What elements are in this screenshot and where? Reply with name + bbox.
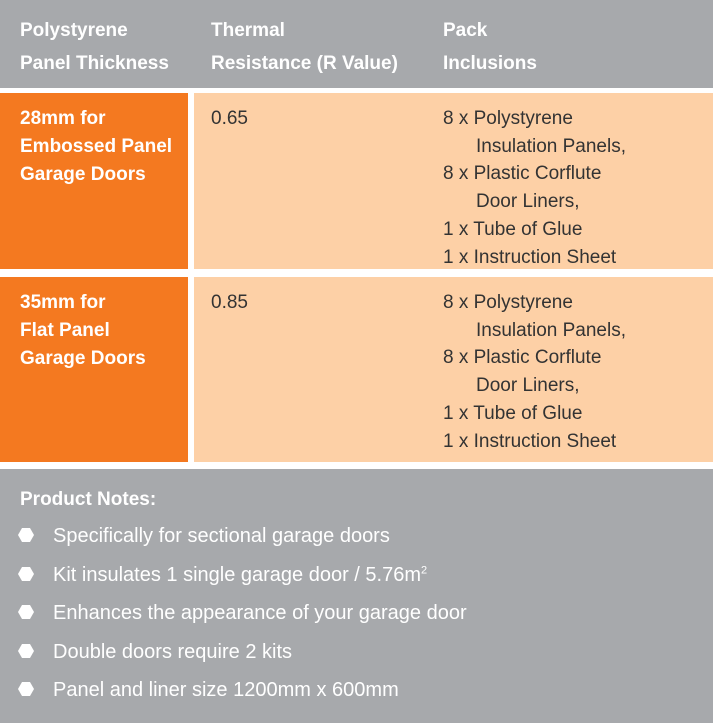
inclusion-item: Door Liners, bbox=[476, 375, 580, 397]
header-pack-inclusions: Pack Inclusions bbox=[443, 20, 537, 74]
note-text: Specifically for sectional garage doors bbox=[53, 525, 390, 547]
thickness-label: 28mm for Embossed Panel Garage Doors bbox=[20, 108, 173, 185]
hexagon-bullet-icon bbox=[18, 567, 34, 581]
thickness-cell bbox=[0, 277, 188, 462]
inclusion-item: 1 x Instruction Sheet bbox=[443, 246, 617, 268]
header-thermal-resistance: Thermal Resistance (R Value) bbox=[211, 20, 398, 74]
table-row bbox=[0, 277, 713, 462]
inclusion-item: 1 x Tube of Glue bbox=[443, 402, 583, 424]
note-text: Kit insulates 1 single garage door / 5.76m bbox=[53, 563, 421, 586]
inclusion-item: 8 x Polystyrene bbox=[443, 292, 573, 313]
hexagon-bullet-icon bbox=[18, 682, 34, 696]
thickness-cell bbox=[0, 93, 188, 269]
note-text-with-superscript bbox=[53, 561, 427, 589]
inclusions-list bbox=[443, 105, 626, 271]
thickness-label: 35mm for Flat Panel Garage Doors bbox=[20, 292, 146, 369]
inclusion-item: 8 x Polystyrene bbox=[443, 108, 573, 129]
inclusion-item: 8 x Plastic Corflute bbox=[443, 163, 602, 185]
table-header bbox=[0, 0, 713, 88]
note-text: Double doors require 2 kits bbox=[53, 640, 293, 663]
hexagon-bullet-icon bbox=[18, 605, 34, 619]
r-value: 0.65 bbox=[211, 108, 248, 129]
product-notes-title: Product Notes: bbox=[20, 489, 157, 510]
note-text: Panel and liner size 1200mm x 600mm bbox=[53, 679, 399, 702]
inclusions-list bbox=[443, 289, 626, 455]
inclusion-item: 8 x Plastic Corflute bbox=[443, 347, 602, 369]
product-notes bbox=[0, 469, 713, 723]
header-panel-thickness: Polystyrene Panel Thickness bbox=[20, 20, 169, 74]
inclusion-item: Door Liners, bbox=[476, 191, 580, 213]
r-value: 0.85 bbox=[211, 292, 248, 313]
inclusion-item: Insulation Panels, bbox=[476, 319, 626, 341]
note-text: Enhances the appearance of your garage door bbox=[53, 602, 467, 625]
inclusion-item: Insulation Panels, bbox=[476, 135, 626, 157]
inclusion-item: 1 x Tube of Glue bbox=[443, 218, 583, 240]
inclusion-item: 1 x Instruction Sheet bbox=[443, 430, 617, 452]
superscript: 2 bbox=[421, 563, 428, 576]
table-row bbox=[0, 93, 713, 269]
hexagon-bullet-icon bbox=[18, 528, 34, 542]
hexagon-bullet-icon bbox=[18, 644, 34, 658]
